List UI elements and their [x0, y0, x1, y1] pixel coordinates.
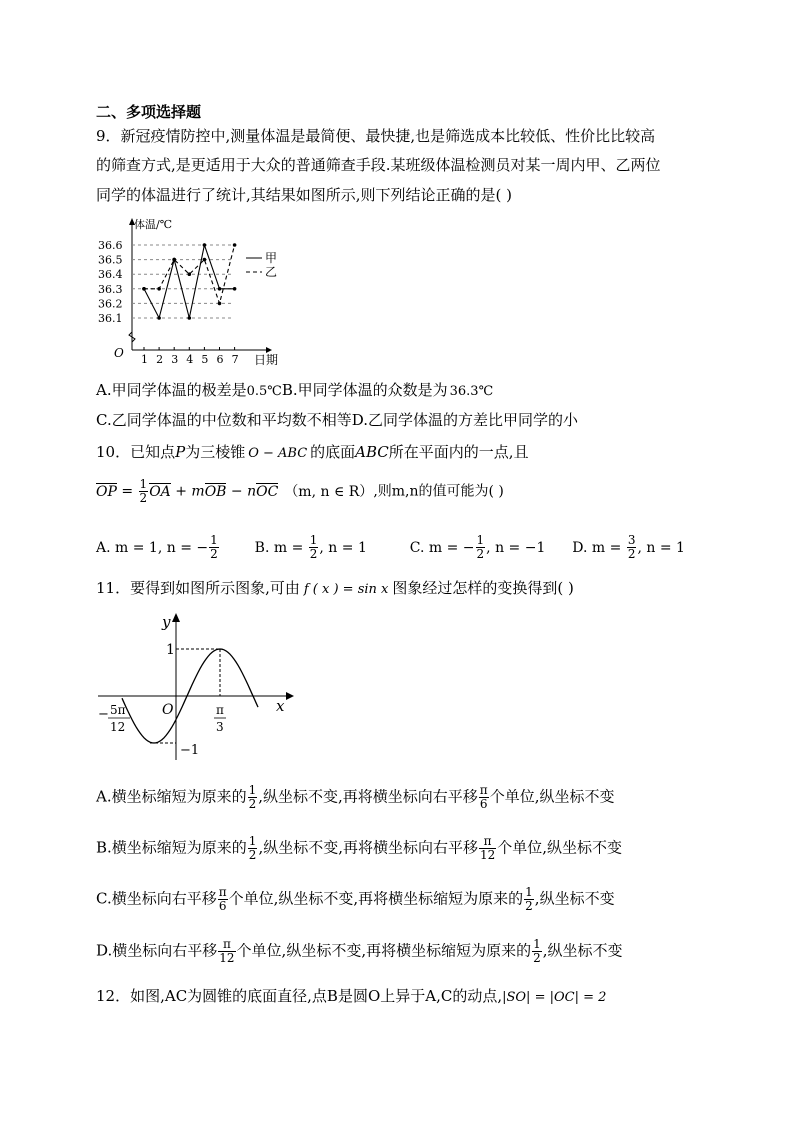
q9-options-cd: [96, 410, 578, 430]
frac-den: 2: [533, 951, 541, 965]
opt-c-post: , n = −1: [486, 539, 546, 556]
vector-oa: OA: [149, 483, 171, 500]
q10-equation: [96, 478, 504, 505]
chart-origin: O: [114, 346, 124, 360]
min-label: −1: [180, 743, 200, 758]
frac-num: 1: [210, 533, 218, 547]
frac-num: 3: [627, 533, 636, 547]
x-label: x: [276, 697, 285, 715]
opt-b-text: B. m =: [254, 539, 308, 556]
opt-text-mid: 个单位,纵坐标不变,再将横坐标缩短为原来的: [236, 941, 532, 960]
data-point: [157, 316, 161, 320]
frac-num: 1: [139, 477, 148, 491]
data-point: [188, 272, 192, 276]
frac-den: 6: [479, 797, 488, 811]
q12-tail: |SO| = |OC| = 2: [502, 990, 607, 1005]
sine-graph: [96, 610, 296, 770]
section-title: 二、多项选择题: [96, 103, 202, 121]
frac-den: 2: [627, 547, 636, 561]
q9-option-c: C.乙同学体温的中位数和平均数不相等: [96, 411, 352, 429]
frac-den: 2: [309, 547, 318, 561]
data-point: [142, 287, 146, 291]
temperature-chart: [96, 212, 296, 372]
q9-option-b: B.甲同学体温的众数是为: [281, 381, 448, 399]
x-tick-label: 1: [141, 353, 148, 366]
y-tick-label: 36.6: [98, 239, 123, 252]
plus-m: + m: [170, 483, 205, 500]
q10-point-p: P: [175, 443, 186, 461]
frac-den: 6: [218, 899, 227, 913]
y-arrow-icon: [172, 613, 180, 622]
cond: （m, n ∈ R）: [284, 483, 374, 500]
data-point: [203, 243, 207, 247]
q11-post: 图象经过怎样的变换得到( ): [392, 579, 574, 597]
frac-den: 2: [248, 848, 257, 862]
origin-label: O: [162, 702, 174, 718]
y-label: y: [162, 613, 171, 631]
opt-a-text: A. m = 1, n = −: [96, 539, 209, 556]
frac-num: 1: [533, 937, 541, 951]
y-tick-label: 36.1: [98, 312, 123, 325]
frac-num: π: [479, 783, 488, 797]
q9-line1: 9．新冠疫情防控中,测量体温是最简便、最快捷,也是筛选成本比较低、性价比比较高: [96, 127, 656, 145]
q9-options-ab: [96, 380, 493, 402]
x-tick-label: 7: [231, 353, 239, 366]
opt-text-post: 个单位,纵坐标不变: [489, 787, 615, 806]
x-tick-label: 6: [216, 353, 224, 366]
q11-option-a: [96, 784, 614, 811]
vector-ob: OB: [204, 483, 227, 500]
frac-den: 2: [139, 491, 148, 505]
opt-text-mid: ,纵坐标不变,再将横坐标向右平移: [258, 838, 478, 857]
y-tick-label: 36.2: [98, 297, 123, 311]
q10-option-d: [572, 533, 685, 561]
chart-ylabel: 体温/℃: [134, 218, 173, 231]
q9-line3: 同学的体温进行了统计,其结果如图所示,则下列结论正确的是( ): [96, 186, 513, 204]
q10-option-c: [409, 533, 546, 561]
frac-num: 1: [525, 885, 533, 899]
opt-b-post: , n = 1: [319, 539, 367, 556]
y-tick-label: 36.4: [98, 268, 123, 282]
data-point: [233, 287, 237, 291]
q9-option-a: A.甲同学体温的极差是: [96, 381, 247, 399]
q10-pre: 10．已知点: [96, 443, 176, 461]
x-arrow-icon: [286, 692, 294, 700]
series-line-jia: [144, 245, 235, 318]
vector-oc: OC: [256, 483, 279, 500]
q11-pre: 11．要得到如图所示图象,可由: [96, 579, 300, 597]
frac-num: π: [218, 885, 227, 899]
q10-option-b: [254, 533, 367, 561]
q10-mid2: 的底面: [310, 443, 356, 461]
right-frac-den: 3: [216, 720, 224, 734]
opt-text-mid: ,纵坐标不变,再将横坐标向右平移: [258, 787, 478, 806]
q10-mid: 为三棱锥: [185, 443, 246, 461]
chart-xlabel: 日期: [254, 353, 279, 367]
minus-n: − n: [226, 483, 257, 500]
q10-option-a: [96, 533, 220, 561]
x-tick-label: 3: [171, 353, 179, 366]
frac-den: 12: [479, 848, 496, 862]
left-frac-den: 12: [110, 720, 126, 734]
opt-text: D.横坐标向右平移: [96, 941, 218, 960]
data-point: [157, 287, 161, 291]
legend-label: 甲: [265, 251, 278, 265]
x-tick-label: 5: [201, 353, 209, 366]
q12-stem: [96, 986, 606, 1008]
q10-tetra: O − ABC: [248, 446, 308, 461]
q9-option-d: D.乙同学体温的方差比甲同学的小: [351, 411, 578, 429]
data-point: [203, 258, 207, 262]
frac-den: 2: [248, 797, 257, 811]
opt-text: B.横坐标缩短为原来的: [96, 838, 247, 857]
x-tick-label: 4: [186, 353, 194, 366]
q9-line2: 的筛查方式,是更适用于大众的普通筛查手段.某班级体温检测员对某一周内甲、乙两位: [96, 156, 661, 174]
frac-num: 1: [248, 783, 257, 797]
opt-text: A.横坐标缩短为原来的: [96, 787, 247, 806]
frac-den: 12: [219, 951, 235, 965]
q10-options: [96, 534, 685, 561]
q11-option-d: [96, 938, 623, 965]
q9-option-b-value: 36.3℃: [449, 384, 494, 399]
frac-den: 2: [210, 547, 218, 561]
y-tick-label: 36.3: [98, 282, 123, 296]
data-point: [218, 302, 222, 306]
opt-text-post: ,纵坐标不变: [534, 889, 615, 908]
opt-text-post: ,纵坐标不变: [542, 941, 623, 960]
frac-num: π: [479, 835, 496, 849]
frac-num: 1: [476, 533, 485, 547]
frac-den: 2: [525, 899, 533, 913]
frac-num: 1: [309, 533, 318, 547]
opt-c-text: C. m = −: [409, 539, 475, 556]
q11-option-c: [96, 886, 615, 913]
q11-stem: [96, 578, 574, 600]
data-point: [233, 243, 237, 247]
neg-sign: −: [98, 707, 109, 722]
y-tick-label: 36.5: [98, 253, 123, 267]
x-tick-label: 2: [156, 353, 164, 366]
opt-text-post: 个单位,纵坐标不变: [497, 838, 623, 857]
opt-d-text: D. m =: [572, 539, 626, 556]
q11-option-b: [96, 835, 622, 862]
vector-op: OP: [96, 483, 117, 500]
q12-text: 12．如图,AC为圆锥的底面直径,点B是圆O上异于A,C的动点,: [96, 987, 503, 1005]
opt-text-mid: 个单位,纵坐标不变,再将横坐标缩短为原来的: [228, 889, 524, 908]
opt-text: C.横坐标向右平移: [96, 889, 217, 908]
q10-abc: ABC: [355, 443, 389, 461]
right-frac-num: π: [216, 703, 224, 717]
max-label: 1: [166, 642, 175, 658]
q9-option-a-value: 0.5℃: [246, 384, 282, 399]
opt-d-post: , n = 1: [637, 539, 685, 556]
data-point: [172, 258, 176, 262]
frac-num: π: [218, 938, 235, 952]
data-point: [218, 287, 222, 291]
left-frac-num: 5π: [110, 703, 126, 717]
q10-end: 所在平面内的一点,且: [388, 443, 529, 461]
eq-sign: =: [116, 483, 138, 500]
legend-label: 乙: [265, 265, 278, 279]
data-point: [188, 316, 192, 320]
frac-den: 2: [476, 547, 485, 561]
q11-func: f ( x ) = sin x: [303, 582, 389, 597]
frac-num: 1: [248, 834, 257, 848]
q10-tail: ,则m,n的值可能为( ): [373, 483, 504, 500]
q10-line1: [96, 442, 529, 464]
